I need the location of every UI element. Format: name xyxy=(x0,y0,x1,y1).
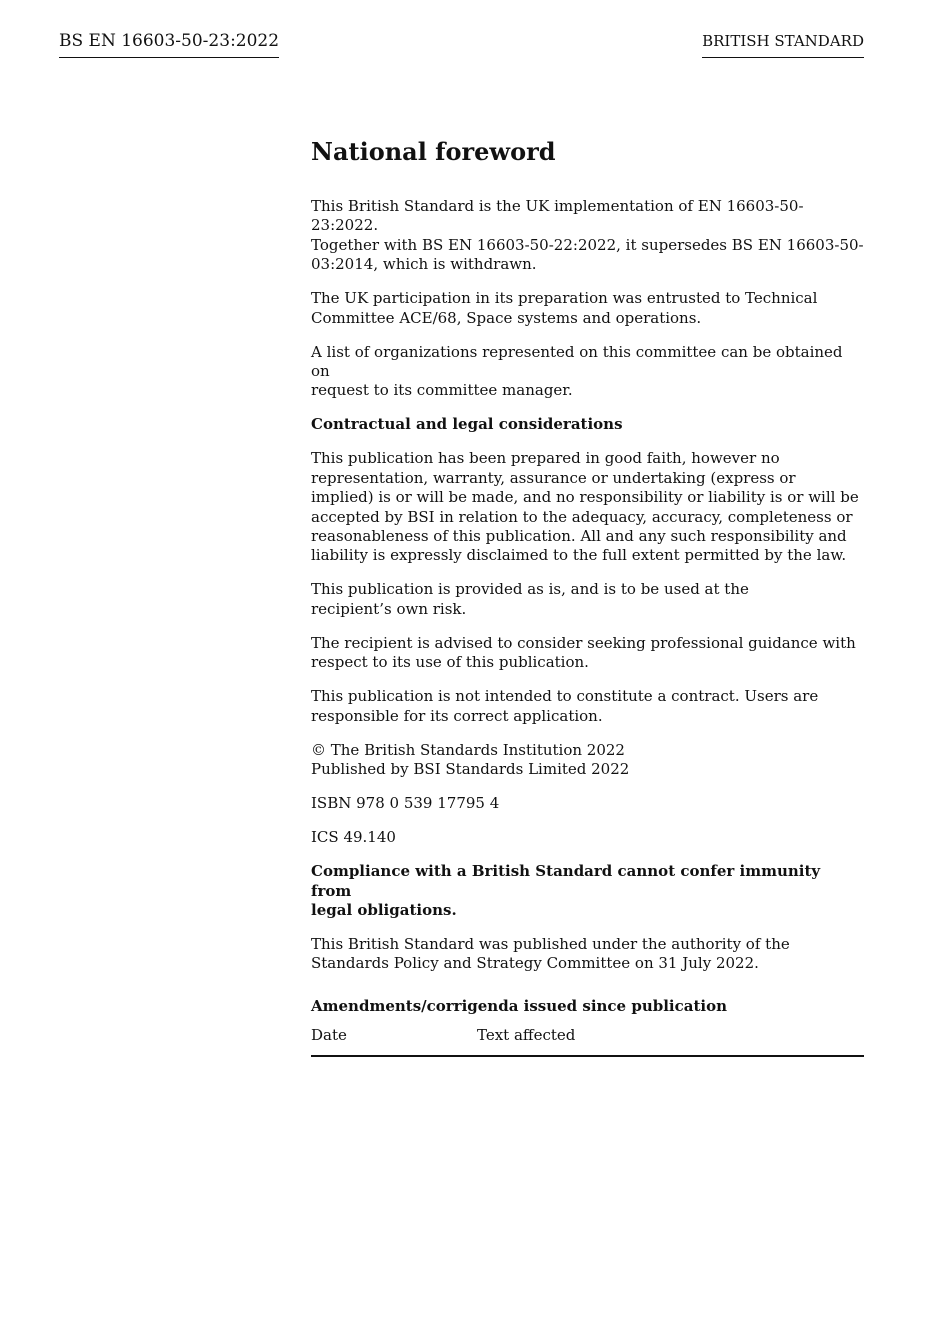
page-title: National foreword xyxy=(311,137,556,166)
document-type: BRITISH STANDARD xyxy=(702,31,864,58)
text-line: This publication is provided as is, and is to be used at the xyxy=(311,580,749,599)
page-header xyxy=(0,0,950,70)
text-line: representation, warranty, assurance or undertaking (express or xyxy=(311,468,796,487)
ics-code: ICS 49.140 xyxy=(311,828,396,847)
text-line: Together with BS EN 16603-50-22:2022, it supersedes BS EN 16603-50- xyxy=(311,235,864,254)
contract-paragraph xyxy=(311,687,864,726)
text-line: The recipient is advised to consider seeking professional guidance with xyxy=(311,633,856,652)
text-line: Published by BSI Standards Limited 2022 xyxy=(311,760,630,779)
text-line: reasonableness of this publication. All and any such responsibility and xyxy=(311,527,847,546)
contractual-heading: Contractual and legal considerations xyxy=(311,415,623,434)
text-line: Standards Policy and Strategy Committee on 31 July 2022. xyxy=(311,954,759,973)
disclaimer-paragraph xyxy=(311,449,864,565)
text-line: This publication is not intended to constitute a contract. Users are xyxy=(311,687,819,706)
foreword-content xyxy=(311,136,864,1057)
text-line: 03:2014, which is withdrawn. xyxy=(311,255,537,274)
text-line: A list of organizations represented on this committee can be obtained on xyxy=(311,342,843,381)
risk-paragraph xyxy=(311,580,864,619)
text-line: © The British Standards Institution 2022 xyxy=(311,740,625,759)
text-line: Compliance with a British Standard cannot confer immunity from xyxy=(311,862,821,900)
text-line: respect to its use of this publication. xyxy=(311,653,589,672)
text-line: This British Standard was published under the authority of the xyxy=(311,934,790,953)
implementation-paragraph xyxy=(311,197,864,275)
amendments-column-text-affected: Text affected xyxy=(477,1026,576,1045)
text-line: implied) is or will be made, and no responsibility or liability is or will be xyxy=(311,488,859,507)
text-line: recipient’s own risk. xyxy=(311,599,467,618)
text-line: legal obligations. xyxy=(311,900,457,919)
text-line: request to its committee manager. xyxy=(311,381,573,400)
isbn: ISBN 978 0 539 17795 4 xyxy=(311,794,500,813)
text-line: liability is expressly disclaimed to the full extent permitted by the law. xyxy=(311,546,847,565)
text-line: The UK participation in its preparation was entrusted to Technical xyxy=(311,289,818,308)
authority-paragraph xyxy=(311,935,864,974)
text-line: This British Standard is the UK implementation of EN 16603-50-23:2022. xyxy=(311,197,804,235)
copyright-notice xyxy=(311,741,864,780)
text-line: Committee ACE/68, Space systems and operations. xyxy=(311,308,702,327)
amendments-column-date: Date xyxy=(311,1026,347,1045)
amendments-table xyxy=(311,1026,864,1056)
text-line: responsible for its correct application. xyxy=(311,706,603,725)
organizations-paragraph xyxy=(311,343,864,401)
participation-paragraph xyxy=(311,289,864,328)
guidance-paragraph xyxy=(311,634,864,673)
text-line: accepted by BSI in relation to the adequacy, accuracy, completeness or xyxy=(311,507,853,526)
document-code: BS EN 16603-50-23:2022 xyxy=(59,30,279,58)
amendments-heading: Amendments/corrigenda issued since publication xyxy=(311,996,727,1015)
text-line: This publication has been prepared in good faith, however no xyxy=(311,449,780,468)
compliance-notice xyxy=(311,862,864,920)
